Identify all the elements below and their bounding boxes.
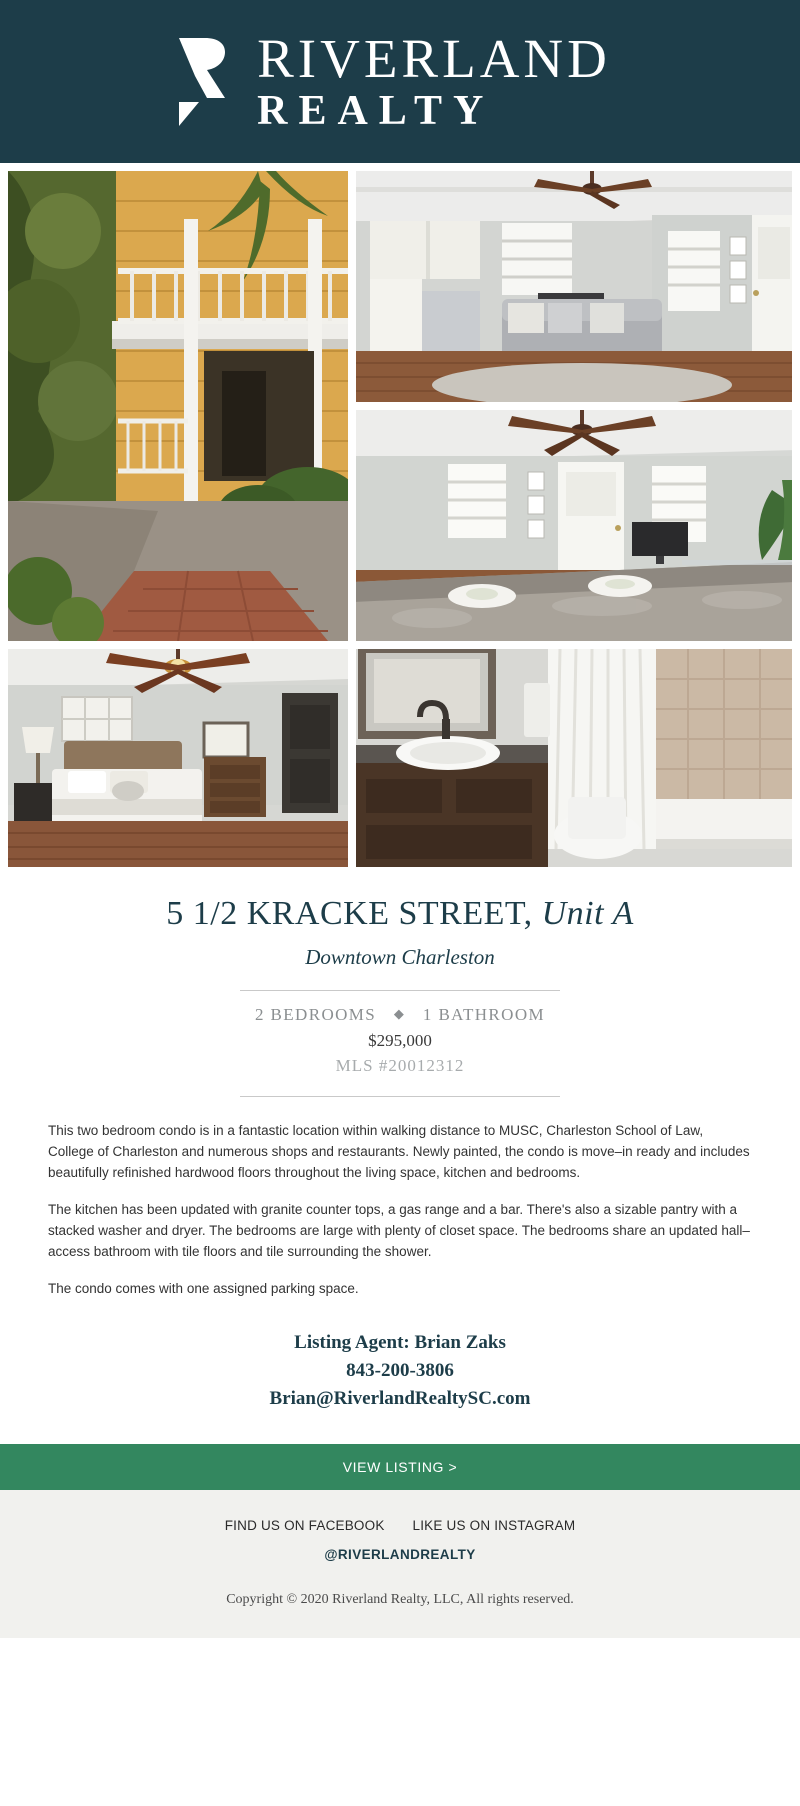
description-paragraph-3: The condo comes with one assigned parking space.: [48, 1280, 359, 1296]
social-handle[interactable]: @RIVERLANDREALTY: [324, 1547, 476, 1563]
photo-dining-area[interactable]: [356, 410, 792, 641]
photo-gallery: [0, 163, 800, 867]
brand-header: [0, 0, 800, 163]
description-paragraph-1: This two bedroom condo is in a fantastic location within walking distance to MUSC, Charleston School of Law, College of Charleston and numerous shops and restaurants. Newly painted, the condo is move–in ready and includes beautifully refinished hardwood floors throughout the living space, kitchen and bedrooms.: [48, 1123, 750, 1180]
price-label: $295,000: [368, 1031, 432, 1050]
page-title: [60, 895, 740, 933]
instagram-link[interactable]: LIKE US ON INSTAGRAM: [412, 1518, 576, 1534]
photo-living-room[interactable]: [356, 171, 792, 402]
logo-word-riverland: RIVERLAND: [257, 28, 611, 89]
photo-bedroom[interactable]: [8, 649, 348, 867]
bedrooms-label: 2 BEDROOMS: [254, 1005, 377, 1024]
description-paragraph-2: The kitchen has been updated with granite counter tops, a gas range and a bar. There's also a sizable pantry with a stacked washer and dryer. The bedrooms are large with plenty of closet space. The bedrooms share an updated hall–access bathroom with tile floors and tile surrounding the shower.: [48, 1201, 750, 1259]
agent-email[interactable]: Brian@RiverlandRealtySC.com: [269, 1387, 531, 1409]
view-listing-label: VIEW LISTING >: [342, 1459, 458, 1476]
facebook-link[interactable]: FIND US ON FACEBOOK: [224, 1518, 385, 1534]
agent-phone[interactable]: 843-200-3806: [346, 1360, 454, 1381]
logo-word-realty: REALTY: [257, 88, 495, 134]
listing-agent-block: [0, 1315, 800, 1412]
specs-separator-icon: ◆: [393, 1006, 406, 1021]
neighborhood-label: Downtown Charleston: [305, 945, 495, 969]
social-links: [0, 1518, 800, 1533]
bathrooms-label: 1 BATHROOM: [422, 1005, 546, 1024]
view-listing-button[interactable]: [0, 1444, 800, 1490]
listing-description: [0, 1097, 800, 1299]
copyright-text: Copyright © 2020 Riverland Realty, LLC, All rights reserved.: [226, 1592, 574, 1608]
agent-name: Listing Agent: Brian Zaks: [294, 1332, 506, 1354]
address-unit: Unit A: [541, 895, 634, 932]
mls-label: MLS #20012312: [335, 1056, 465, 1075]
listing-summary: [0, 867, 800, 1097]
riverland-r-logo-icon: [173, 36, 243, 128]
photo-bathroom[interactable]: [356, 649, 792, 867]
photo-exterior-front[interactable]: [8, 171, 348, 641]
address-main: 5 1/2 KRACKE STREET,: [166, 895, 533, 932]
footer: [0, 1490, 800, 1638]
logo[interactable]: [173, 28, 611, 134]
divider-top: [240, 990, 560, 991]
specs-row: [60, 1005, 740, 1025]
